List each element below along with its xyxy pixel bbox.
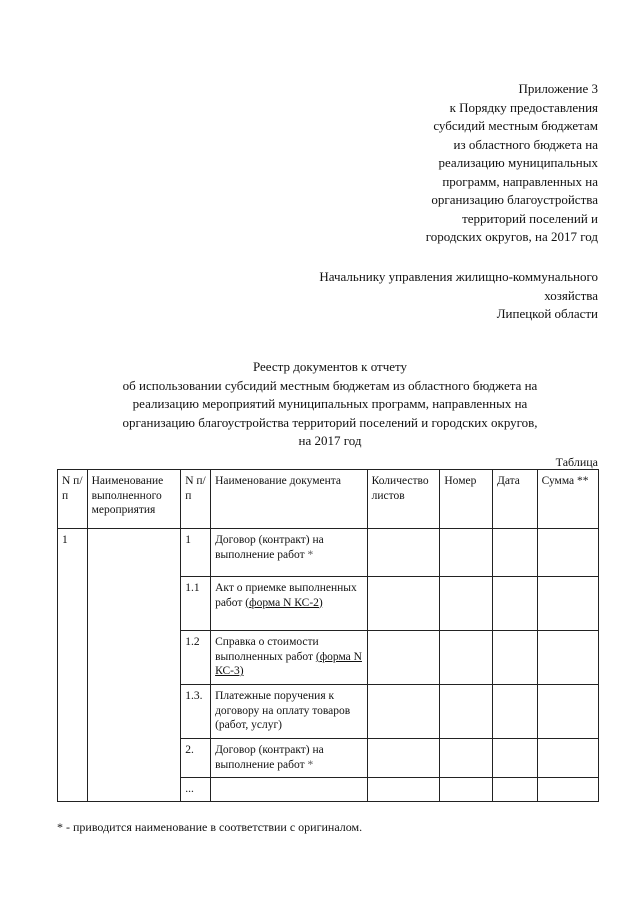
cell-sheets xyxy=(367,577,440,631)
cell-sub-num: 2. xyxy=(181,739,211,778)
doc-text: Акт о приемке выполненных работ xyxy=(215,582,357,609)
title-line: на 2017 год xyxy=(298,433,362,448)
header-num: N п/п xyxy=(58,470,88,529)
appendix-line: Приложение 3 xyxy=(518,81,598,96)
addressee-line: хозяйства xyxy=(544,287,598,303)
appendix-line: организацию благоустройства xyxy=(431,192,598,207)
appendix-block xyxy=(338,80,598,247)
cell-number xyxy=(440,577,493,631)
title-line: организацию благоустройства территорий поселений и городских округов, xyxy=(122,414,538,430)
cell-sum xyxy=(537,685,598,739)
addressee-line: Начальнику управления жилищно-коммунального xyxy=(319,269,598,284)
cell-main-num: 1 xyxy=(58,529,88,802)
cell-sheets xyxy=(367,529,440,577)
header-event-name: Наименование выполненного мероприятия xyxy=(87,470,181,529)
cell-date xyxy=(492,778,537,802)
doc-form-link[interactable]: (форма N КС-3) xyxy=(215,650,362,677)
registry-table xyxy=(57,469,599,802)
cell-sheets xyxy=(367,631,440,685)
header-sheets: Количество листов xyxy=(367,470,440,529)
table-label: Таблица xyxy=(555,455,598,469)
cell-doc-name xyxy=(211,631,368,685)
doc-text: Договор (контракт) на выполнение работ xyxy=(215,744,324,771)
appendix-line: территорий поселений и xyxy=(462,210,598,226)
header-doc-name: Наименование документа xyxy=(211,470,368,529)
cell-sub-num: 1.1 xyxy=(181,577,211,631)
cell-date xyxy=(492,739,537,778)
cell-sum xyxy=(537,529,598,577)
footnote: * - приводится наименование в соответствии с оригиналом. xyxy=(57,820,363,834)
cell-doc-name xyxy=(211,577,368,631)
cell-sum xyxy=(537,631,598,685)
table-row xyxy=(58,529,599,577)
cell-sub-num: 1.3. xyxy=(181,685,211,739)
cell-sheets xyxy=(367,739,440,778)
title-line: реализацию мероприятий муниципальных программ, направленных на xyxy=(132,396,528,411)
cell-sheets xyxy=(367,778,440,802)
addressee-line: Липецкой области xyxy=(496,306,598,321)
appendix-line: реализацию муниципальных xyxy=(438,155,598,170)
cell-sum xyxy=(537,739,598,778)
addressee-block xyxy=(238,268,598,324)
cell-doc-name xyxy=(211,778,368,802)
cell-number xyxy=(440,685,493,739)
cell-number xyxy=(440,778,493,802)
cell-sub-num: 1.2 xyxy=(181,631,211,685)
cell-doc-name xyxy=(211,529,368,577)
appendix-line: программ, направленных на xyxy=(442,173,598,189)
cell-doc-name xyxy=(211,685,368,739)
doc-text: Справка о стоимости выполненных работ xyxy=(215,636,319,663)
cell-sum xyxy=(537,778,598,802)
footnote-mark: * xyxy=(304,758,314,771)
doc-text: Договор (контракт) на выполнение работ xyxy=(215,534,324,561)
header-sum: Сумма ** xyxy=(537,470,598,529)
cell-doc-name xyxy=(211,739,368,778)
title-line: об использовании субсидий местным бюджетам из областного бюджета на xyxy=(122,377,538,393)
appendix-line: городских округов, на 2017 год xyxy=(425,229,598,244)
cell-date xyxy=(492,577,537,631)
doc-form-link[interactable]: (форма N КС-2) xyxy=(245,596,323,609)
cell-number xyxy=(440,631,493,685)
cell-number xyxy=(440,529,493,577)
doc-text: Платежные поручения к договору на оплату товаров (работ, услуг) xyxy=(215,690,351,731)
header-number: Номер xyxy=(440,470,493,529)
title-line: Реестр документов к отчету xyxy=(252,359,408,374)
appendix-line: из областного бюджета на xyxy=(453,136,598,152)
cell-event-name xyxy=(87,529,181,802)
header-sub-num: N п/п xyxy=(181,470,211,529)
cell-sheets xyxy=(367,685,440,739)
cell-date xyxy=(492,631,537,685)
cell-number xyxy=(440,739,493,778)
cell-sub-num: 1 xyxy=(181,529,211,577)
cell-date xyxy=(492,529,537,577)
footnote-mark: * xyxy=(304,548,314,561)
cell-sub-num: ... xyxy=(181,778,211,802)
cell-sum xyxy=(537,577,598,631)
appendix-line: к Порядку предоставления xyxy=(449,99,598,115)
appendix-line: субсидий местным бюджетам xyxy=(433,118,598,133)
header-date: Дата xyxy=(492,470,537,529)
cell-date xyxy=(492,685,537,739)
document-title xyxy=(50,358,610,451)
table-header-row xyxy=(58,470,599,529)
